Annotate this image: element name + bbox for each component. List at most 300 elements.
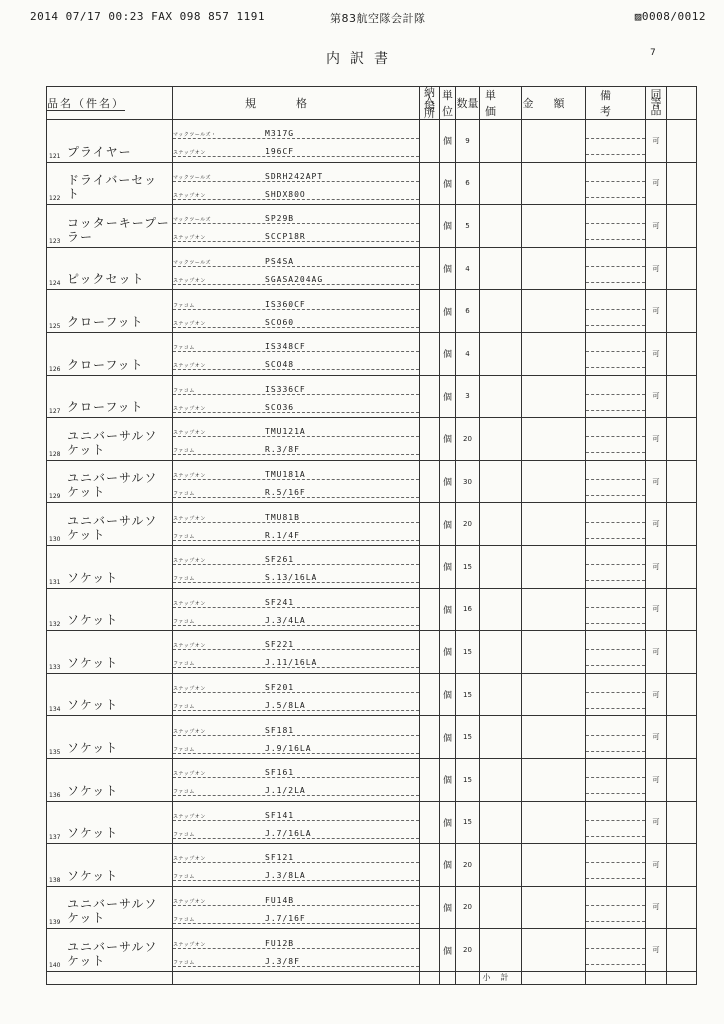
- item-name-cell: [47, 716, 173, 759]
- amount-cell: [522, 375, 586, 418]
- spec-line: [173, 465, 419, 480]
- item-name-cell: [47, 162, 173, 205]
- spec-maker: スナップオン: [173, 813, 206, 820]
- item-spec-cell: [173, 844, 420, 887]
- spec-maker: マックツールズ・: [173, 132, 217, 139]
- qty-cell: 20: [456, 418, 480, 461]
- spec-model: J.3/8F: [265, 956, 300, 966]
- table-row: [47, 418, 697, 461]
- amount-cell: [522, 162, 586, 205]
- spec-maker: ファコム: [173, 387, 195, 394]
- spec-maker: ファコム: [173, 661, 195, 668]
- extra-cell: [667, 758, 697, 801]
- item-spec-cell: [173, 758, 420, 801]
- equivalent-cell: 可: [646, 332, 667, 375]
- spec-line: [173, 380, 419, 395]
- note-cell: [586, 247, 646, 290]
- spec-maker: スナップオン: [173, 728, 206, 735]
- spec-maker: スナップオン: [173, 600, 206, 607]
- spec-maker: スナップオン: [173, 405, 206, 412]
- unit-price-cell: [480, 801, 522, 844]
- unit-cell: 個: [440, 290, 456, 333]
- spec-maker: ファコム: [173, 302, 195, 309]
- item-number: 136: [49, 791, 61, 799]
- spec-model: M317G: [265, 129, 295, 139]
- equivalent-cell: 可: [646, 418, 667, 461]
- spec-model: S.13/16LA: [265, 573, 318, 583]
- item-spec-cell: [173, 205, 420, 248]
- table-row: [47, 460, 697, 503]
- extra-cell: [667, 929, 697, 972]
- spec-model: R.3/8F: [265, 445, 300, 455]
- item-name: ソケット: [67, 655, 119, 670]
- amount-cell: [522, 673, 586, 716]
- spec-line: [173, 611, 419, 626]
- unit-price-cell: [480, 588, 522, 631]
- unit-price-cell: [480, 929, 522, 972]
- item-name-cell: [47, 844, 173, 887]
- item-name-cell: [47, 290, 173, 333]
- delivery-cell: [420, 290, 440, 333]
- amount-cell: [522, 588, 586, 631]
- delivery-cell: [420, 588, 440, 631]
- extra-cell: [667, 205, 697, 248]
- spec-maker: スナップオン: [173, 278, 206, 285]
- item-name-cell: [47, 886, 173, 929]
- unit-cell: 個: [440, 120, 456, 163]
- extra-cell: [667, 503, 697, 546]
- amount-cell: [522, 801, 586, 844]
- spec-line: [173, 526, 419, 541]
- spec-model: SF141: [265, 810, 295, 820]
- item-name-cell: [47, 503, 173, 546]
- extra-cell: [667, 162, 697, 205]
- spec-line: [173, 568, 419, 583]
- spec-line: [173, 848, 419, 863]
- spec-model: FU14B: [265, 895, 295, 905]
- item-number: 130: [49, 535, 61, 543]
- item-spec-cell: [173, 801, 420, 844]
- note-cell: [586, 162, 646, 205]
- spec-model: SF241: [265, 597, 295, 607]
- equivalent-cell: 可: [646, 290, 667, 333]
- spec-model: SP29B: [265, 214, 295, 224]
- spec-maker: ファコム: [173, 831, 195, 838]
- item-number: 133: [49, 663, 61, 671]
- table-row: [47, 758, 697, 801]
- unit-cell: 個: [440, 758, 456, 801]
- table-row: [47, 631, 697, 674]
- spec-line: [173, 440, 419, 455]
- extra-cell: [667, 247, 697, 290]
- spec-maker: ファコム: [173, 618, 195, 625]
- delivery-cell: [420, 886, 440, 929]
- qty-cell: 5: [456, 205, 480, 248]
- table-row: [47, 290, 697, 333]
- spec-model: J.11/16LA: [265, 658, 318, 668]
- item-number: 140: [49, 961, 61, 969]
- spec-model: J.7/16LA: [265, 828, 312, 838]
- equivalent-cell: 可: [646, 929, 667, 972]
- amount-cell: [522, 120, 586, 163]
- unit-price-cell: [480, 290, 522, 333]
- item-name-cell: [47, 120, 173, 163]
- spec-line: [173, 209, 419, 224]
- item-name: ソケット: [67, 740, 119, 755]
- spec-line: [173, 934, 419, 949]
- extra-cell: [667, 801, 697, 844]
- item-number: 129: [49, 493, 61, 501]
- header-row: [47, 87, 697, 120]
- spec-model: SDRH242APT: [265, 171, 324, 181]
- item-name-cell: [47, 758, 173, 801]
- fax-timestamp: 2014 07/17 00:23 FAX 098 857 1191: [30, 10, 266, 23]
- header-qty: 数量: [456, 87, 480, 120]
- unit-price-cell: [480, 716, 522, 759]
- item-number: 126: [49, 365, 61, 373]
- item-number: 135: [49, 748, 61, 756]
- qty-cell: 4: [456, 332, 480, 375]
- qty-cell: 16: [456, 588, 480, 631]
- item-spec-cell: [173, 588, 420, 631]
- unit-cell: 個: [440, 332, 456, 375]
- spec-line: [173, 952, 419, 967]
- spec-line: [173, 422, 419, 437]
- spec-line: [173, 653, 419, 668]
- spec-line: [173, 355, 419, 370]
- unit-cell: 個: [440, 545, 456, 588]
- spec-model: J.9/16LA: [265, 743, 312, 753]
- item-name: ドライバーセット: [67, 173, 158, 202]
- equivalent-cell: 可: [646, 716, 667, 759]
- unit-cell: 個: [440, 375, 456, 418]
- header-delivery: 納入 場所: [420, 87, 440, 120]
- header-name: 品名（件名）: [47, 87, 173, 120]
- table-row: [47, 588, 697, 631]
- spec-model: SCO60: [265, 317, 295, 327]
- note-cell: [586, 758, 646, 801]
- item-spec-cell: [173, 120, 420, 163]
- delivery-cell: [420, 120, 440, 163]
- item-number: 123: [49, 237, 61, 245]
- item-name-cell: [47, 460, 173, 503]
- unit-cell: 個: [440, 631, 456, 674]
- table-row: [47, 844, 697, 887]
- spec-line: [173, 142, 419, 157]
- spec-model: J.7/16F: [265, 913, 306, 923]
- spec-model: SHDX80O: [265, 189, 306, 199]
- spec-line: [173, 806, 419, 821]
- qty-cell: 15: [456, 673, 480, 716]
- subtotal-row: [47, 971, 697, 984]
- item-name-cell: [47, 545, 173, 588]
- spec-line: [173, 721, 419, 736]
- spec-model: SF161: [265, 768, 295, 778]
- equivalent-cell: 可: [646, 545, 667, 588]
- equivalent-cell: 可: [646, 460, 667, 503]
- document-title: 内訳書: [326, 51, 398, 67]
- unit-cell: 個: [440, 247, 456, 290]
- delivery-cell: [420, 545, 440, 588]
- delivery-cell: [420, 503, 440, 546]
- subtotal-label: 小計: [480, 971, 522, 984]
- item-name: プライヤー: [67, 144, 132, 159]
- amount-cell: [522, 503, 586, 546]
- note-cell: [586, 332, 646, 375]
- header-amount: 金額: [522, 87, 586, 120]
- unit-price-cell: [480, 503, 522, 546]
- table-row: [47, 929, 697, 972]
- table-row: [47, 247, 697, 290]
- header-blank: [667, 87, 697, 120]
- unit-price-cell: [480, 673, 522, 716]
- unit-cell: 個: [440, 844, 456, 887]
- spec-model: IS360CF: [265, 299, 306, 309]
- fax-page-counter: ▨0008/0012: [634, 10, 706, 23]
- spec-line: [173, 398, 419, 413]
- extra-cell: [667, 588, 697, 631]
- unit-price-cell: [480, 886, 522, 929]
- delivery-cell: [420, 162, 440, 205]
- note-cell: [586, 844, 646, 887]
- spec-maker: スナップオン: [173, 856, 206, 863]
- spec-line: [173, 295, 419, 310]
- item-spec-cell: [173, 290, 420, 333]
- item-name: ユニバーサルソケット: [67, 471, 158, 500]
- spec-maker: ファコム: [173, 789, 195, 796]
- item-number: 124: [49, 280, 61, 288]
- unit-price-cell: [480, 205, 522, 248]
- amount-cell: [522, 758, 586, 801]
- spec-line: [173, 866, 419, 881]
- spec-maker: ファコム: [173, 491, 195, 498]
- item-number: 121: [49, 152, 61, 160]
- table-row: [47, 120, 697, 163]
- item-name-cell: [47, 205, 173, 248]
- spec-maker: マックツールズ: [173, 260, 212, 267]
- delivery-cell: [420, 460, 440, 503]
- item-spec-cell: [173, 503, 420, 546]
- delivery-cell: [420, 801, 440, 844]
- item-spec-cell: [173, 162, 420, 205]
- spec-line: [173, 550, 419, 565]
- equivalent-cell: 可: [646, 673, 667, 716]
- unit-price-cell: [480, 844, 522, 887]
- unit-cell: 個: [440, 801, 456, 844]
- unit-cell: 個: [440, 716, 456, 759]
- unit-price-cell: [480, 545, 522, 588]
- delivery-cell: [420, 929, 440, 972]
- spec-maker: スナップオン: [173, 430, 206, 437]
- equivalent-cell: 可: [646, 205, 667, 248]
- note-cell: [586, 375, 646, 418]
- spec-line: [173, 739, 419, 754]
- equivalent-cell: 可: [646, 120, 667, 163]
- item-name: クローフット: [67, 357, 144, 372]
- item-number: 127: [49, 408, 61, 416]
- table-row: [47, 545, 697, 588]
- extra-cell: [667, 844, 697, 887]
- item-name: ソケット: [67, 570, 119, 585]
- qty-cell: 15: [456, 716, 480, 759]
- spec-model: R.1/4F: [265, 530, 300, 540]
- item-name-cell: [47, 631, 173, 674]
- spec-model: SGASA204AG: [265, 275, 324, 285]
- amount-cell: [522, 844, 586, 887]
- extra-cell: [667, 290, 697, 333]
- item-spec-cell: [173, 247, 420, 290]
- item-name: ソケット: [67, 613, 119, 628]
- note-cell: [586, 929, 646, 972]
- amount-cell: [522, 247, 586, 290]
- unit-price-cell: [480, 758, 522, 801]
- spec-line: [173, 635, 419, 650]
- delivery-cell: [420, 205, 440, 248]
- item-number: 139: [49, 919, 61, 927]
- fax-sender: 第83航空隊会計隊: [330, 12, 426, 25]
- extra-cell: [667, 460, 697, 503]
- item-name: ソケット: [67, 783, 119, 798]
- amount-cell: [522, 929, 586, 972]
- item-name: ユニバーサルソケット: [67, 428, 158, 457]
- qty-cell: 30: [456, 460, 480, 503]
- subtotal-amount: [522, 971, 586, 984]
- item-spec-cell: [173, 631, 420, 674]
- spec-line: [173, 508, 419, 523]
- equivalent-cell: 可: [646, 886, 667, 929]
- spec-model: TMU121A: [265, 427, 306, 437]
- spec-model: TMU181A: [265, 470, 306, 480]
- spec-line: [173, 124, 419, 139]
- note-cell: [586, 545, 646, 588]
- extra-cell: [667, 418, 697, 461]
- extra-cell: [667, 886, 697, 929]
- qty-cell: 4: [456, 247, 480, 290]
- breakdown-table: [46, 86, 697, 985]
- qty-cell: 3: [456, 375, 480, 418]
- unit-cell: 個: [440, 162, 456, 205]
- note-cell: [586, 460, 646, 503]
- equivalent-cell: 可: [646, 844, 667, 887]
- unit-price-cell: [480, 332, 522, 375]
- spec-line: [173, 763, 419, 778]
- table-row: [47, 375, 697, 418]
- unit-price-cell: [480, 247, 522, 290]
- item-name: ソケット: [67, 698, 119, 713]
- spec-maker: スナップオン: [173, 150, 206, 157]
- item-number: 131: [49, 578, 61, 586]
- delivery-cell: [420, 418, 440, 461]
- note-cell: [586, 588, 646, 631]
- equivalent-cell: 可: [646, 247, 667, 290]
- unit-cell: 個: [440, 503, 456, 546]
- spec-line: [173, 678, 419, 693]
- extra-cell: [667, 120, 697, 163]
- equivalent-cell: 可: [646, 588, 667, 631]
- item-spec-cell: [173, 716, 420, 759]
- unit-cell: 個: [440, 205, 456, 248]
- qty-cell: 15: [456, 545, 480, 588]
- unit-price-cell: [480, 162, 522, 205]
- spec-maker: スナップオン: [173, 643, 206, 650]
- qty-cell: 15: [456, 758, 480, 801]
- spec-line: [173, 185, 419, 200]
- header-unit-price: 単価: [480, 87, 522, 120]
- spec-model: R.5/16F: [265, 488, 306, 498]
- delivery-cell: [420, 631, 440, 674]
- amount-cell: [522, 418, 586, 461]
- amount-cell: [522, 205, 586, 248]
- extra-cell: [667, 375, 697, 418]
- item-name: ソケット: [67, 826, 119, 841]
- item-spec-cell: [173, 332, 420, 375]
- item-spec-cell: [173, 673, 420, 716]
- spec-model: SCO48: [265, 360, 295, 370]
- delivery-cell: [420, 673, 440, 716]
- extra-cell: [667, 673, 697, 716]
- header-note: 備考: [586, 87, 646, 120]
- note-cell: [586, 503, 646, 546]
- item-number: 138: [49, 876, 61, 884]
- item-name: クローフット: [67, 400, 144, 415]
- extra-cell: [667, 545, 697, 588]
- unit-cell: 個: [440, 418, 456, 461]
- spec-model: IS348CF: [265, 342, 306, 352]
- spec-line: [173, 167, 419, 182]
- table-row: [47, 332, 697, 375]
- spec-model: SF201: [265, 683, 295, 693]
- table-row: [47, 716, 697, 759]
- extra-cell: [667, 631, 697, 674]
- spec-maker: ファコム: [173, 959, 195, 966]
- equivalent-cell: 可: [646, 503, 667, 546]
- spec-maker: スナップオン: [173, 515, 206, 522]
- spec-model: SCO36: [265, 402, 295, 412]
- header-spec: 規格: [173, 87, 420, 120]
- spec-maker: スナップオン: [173, 771, 206, 778]
- note-cell: [586, 716, 646, 759]
- page-number: 7: [650, 48, 656, 58]
- item-name-cell: [47, 929, 173, 972]
- note-cell: [586, 673, 646, 716]
- item-spec-cell: [173, 460, 420, 503]
- header-equivalent: 同 等 品: [646, 87, 667, 120]
- item-spec-cell: [173, 545, 420, 588]
- amount-cell: [522, 460, 586, 503]
- delivery-cell: [420, 758, 440, 801]
- spec-line: [173, 696, 419, 711]
- note-cell: [586, 290, 646, 333]
- qty-cell: 15: [456, 631, 480, 674]
- spec-maker: スナップオン: [173, 363, 206, 370]
- delivery-cell: [420, 716, 440, 759]
- unit-price-cell: [480, 120, 522, 163]
- qty-cell: 6: [456, 162, 480, 205]
- spec-maker: スナップオン: [173, 686, 206, 693]
- equivalent-cell: 可: [646, 375, 667, 418]
- spec-model: FU12B: [265, 938, 295, 948]
- note-cell: [586, 631, 646, 674]
- spec-maker: スナップオン: [173, 192, 206, 199]
- spec-maker: ファコム: [173, 533, 195, 540]
- spec-maker: ファコム: [173, 448, 195, 455]
- item-name: クローフット: [67, 314, 144, 329]
- spec-maker: スナップオン: [173, 558, 206, 565]
- item-number: 134: [49, 706, 61, 714]
- spec-model: SF261: [265, 555, 295, 565]
- item-name-cell: [47, 247, 173, 290]
- table-row: [47, 205, 697, 248]
